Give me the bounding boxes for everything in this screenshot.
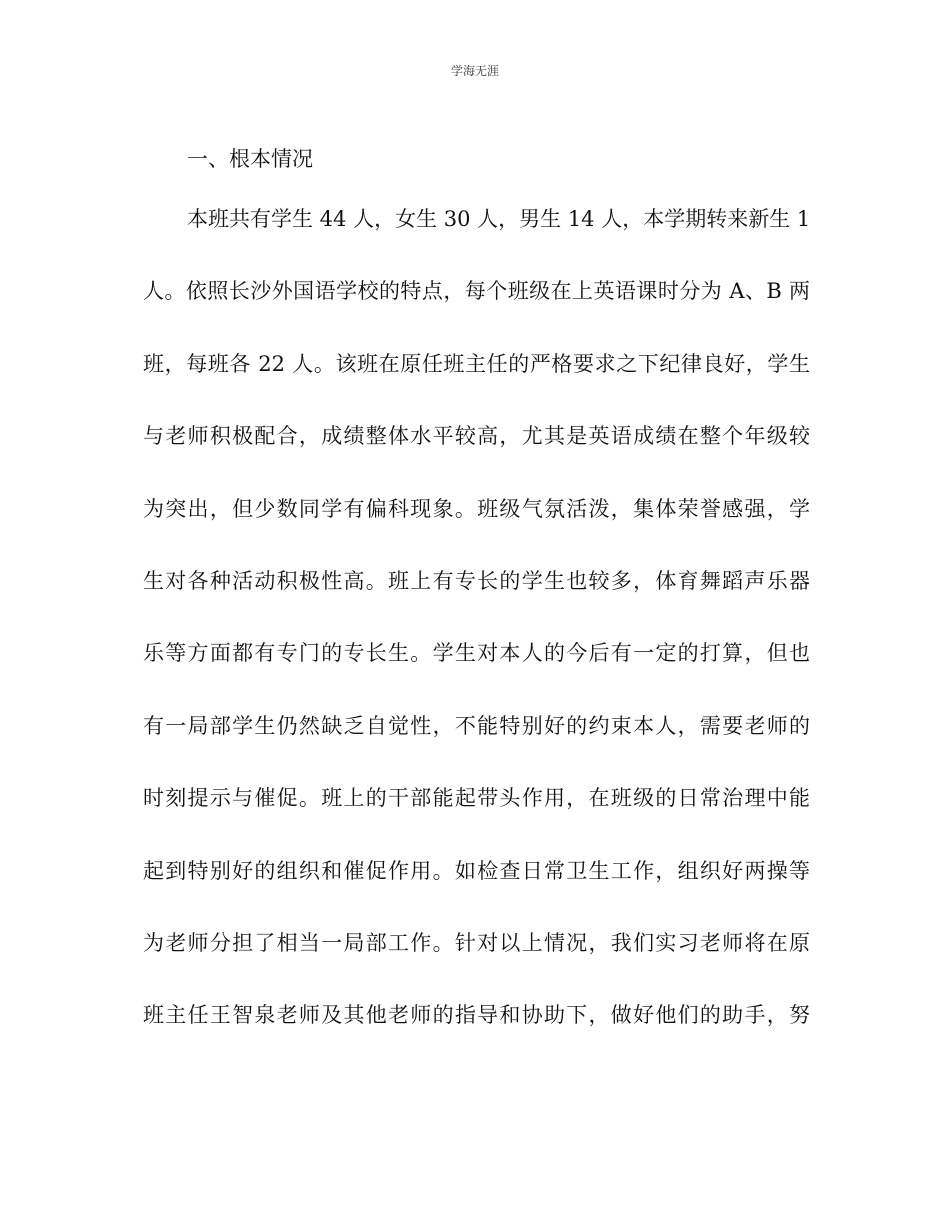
paragraph-line: 有一局部学生仍然缺乏自觉性，不能特别好的约束本人，需要老师的 (143, 714, 810, 738)
paragraph-line: 人。依照长沙外国语学校的特点，每个班级在上英语课时分为 A、B 两 (143, 279, 810, 303)
paragraph-line: 本班共有学生 44 人，女生 30 人，男生 14 人，本学期转来新生 1 (187, 207, 811, 231)
paragraph-line: 时刻提示与催促。班上的干部能起带头作用，在班级的日常治理中能 (143, 786, 810, 810)
paragraph-line: 为老师分担了相当一局部工作。针对以上情况，我们实习老师将在原 (143, 931, 810, 955)
paragraph-line: 与老师积极配合，成绩整体水平较高，尤其是英语成绩在整个年级较 (143, 424, 810, 448)
page-header: 学海无涯 (450, 64, 499, 78)
paragraph-line: 为突出，但少数同学有偏科现象。班级气氛活泼，集体荣誉感强，学 (143, 497, 810, 521)
paragraph-line: 班主任王智泉老师及其他老师的指导和协助下，做好他们的助手，努 (143, 1003, 810, 1027)
paragraph-line: 班，每班各 22 人。该班在原任班主任的严格要求之下纪律良好，学生 (143, 352, 810, 376)
section-title: 一、根本情况 (187, 147, 313, 171)
paragraph-line: 生对各种活动积极性高。班上有专长的学生也较多，体育舞蹈声乐器 (143, 569, 810, 593)
paragraph-line: 乐等方面都有专门的专长生。学生对本人的今后有一定的打算，但也 (143, 641, 810, 665)
paragraph-line: 起到特别好的组织和催促作用。如检查日常卫生工作，组织好两操等 (143, 859, 810, 883)
